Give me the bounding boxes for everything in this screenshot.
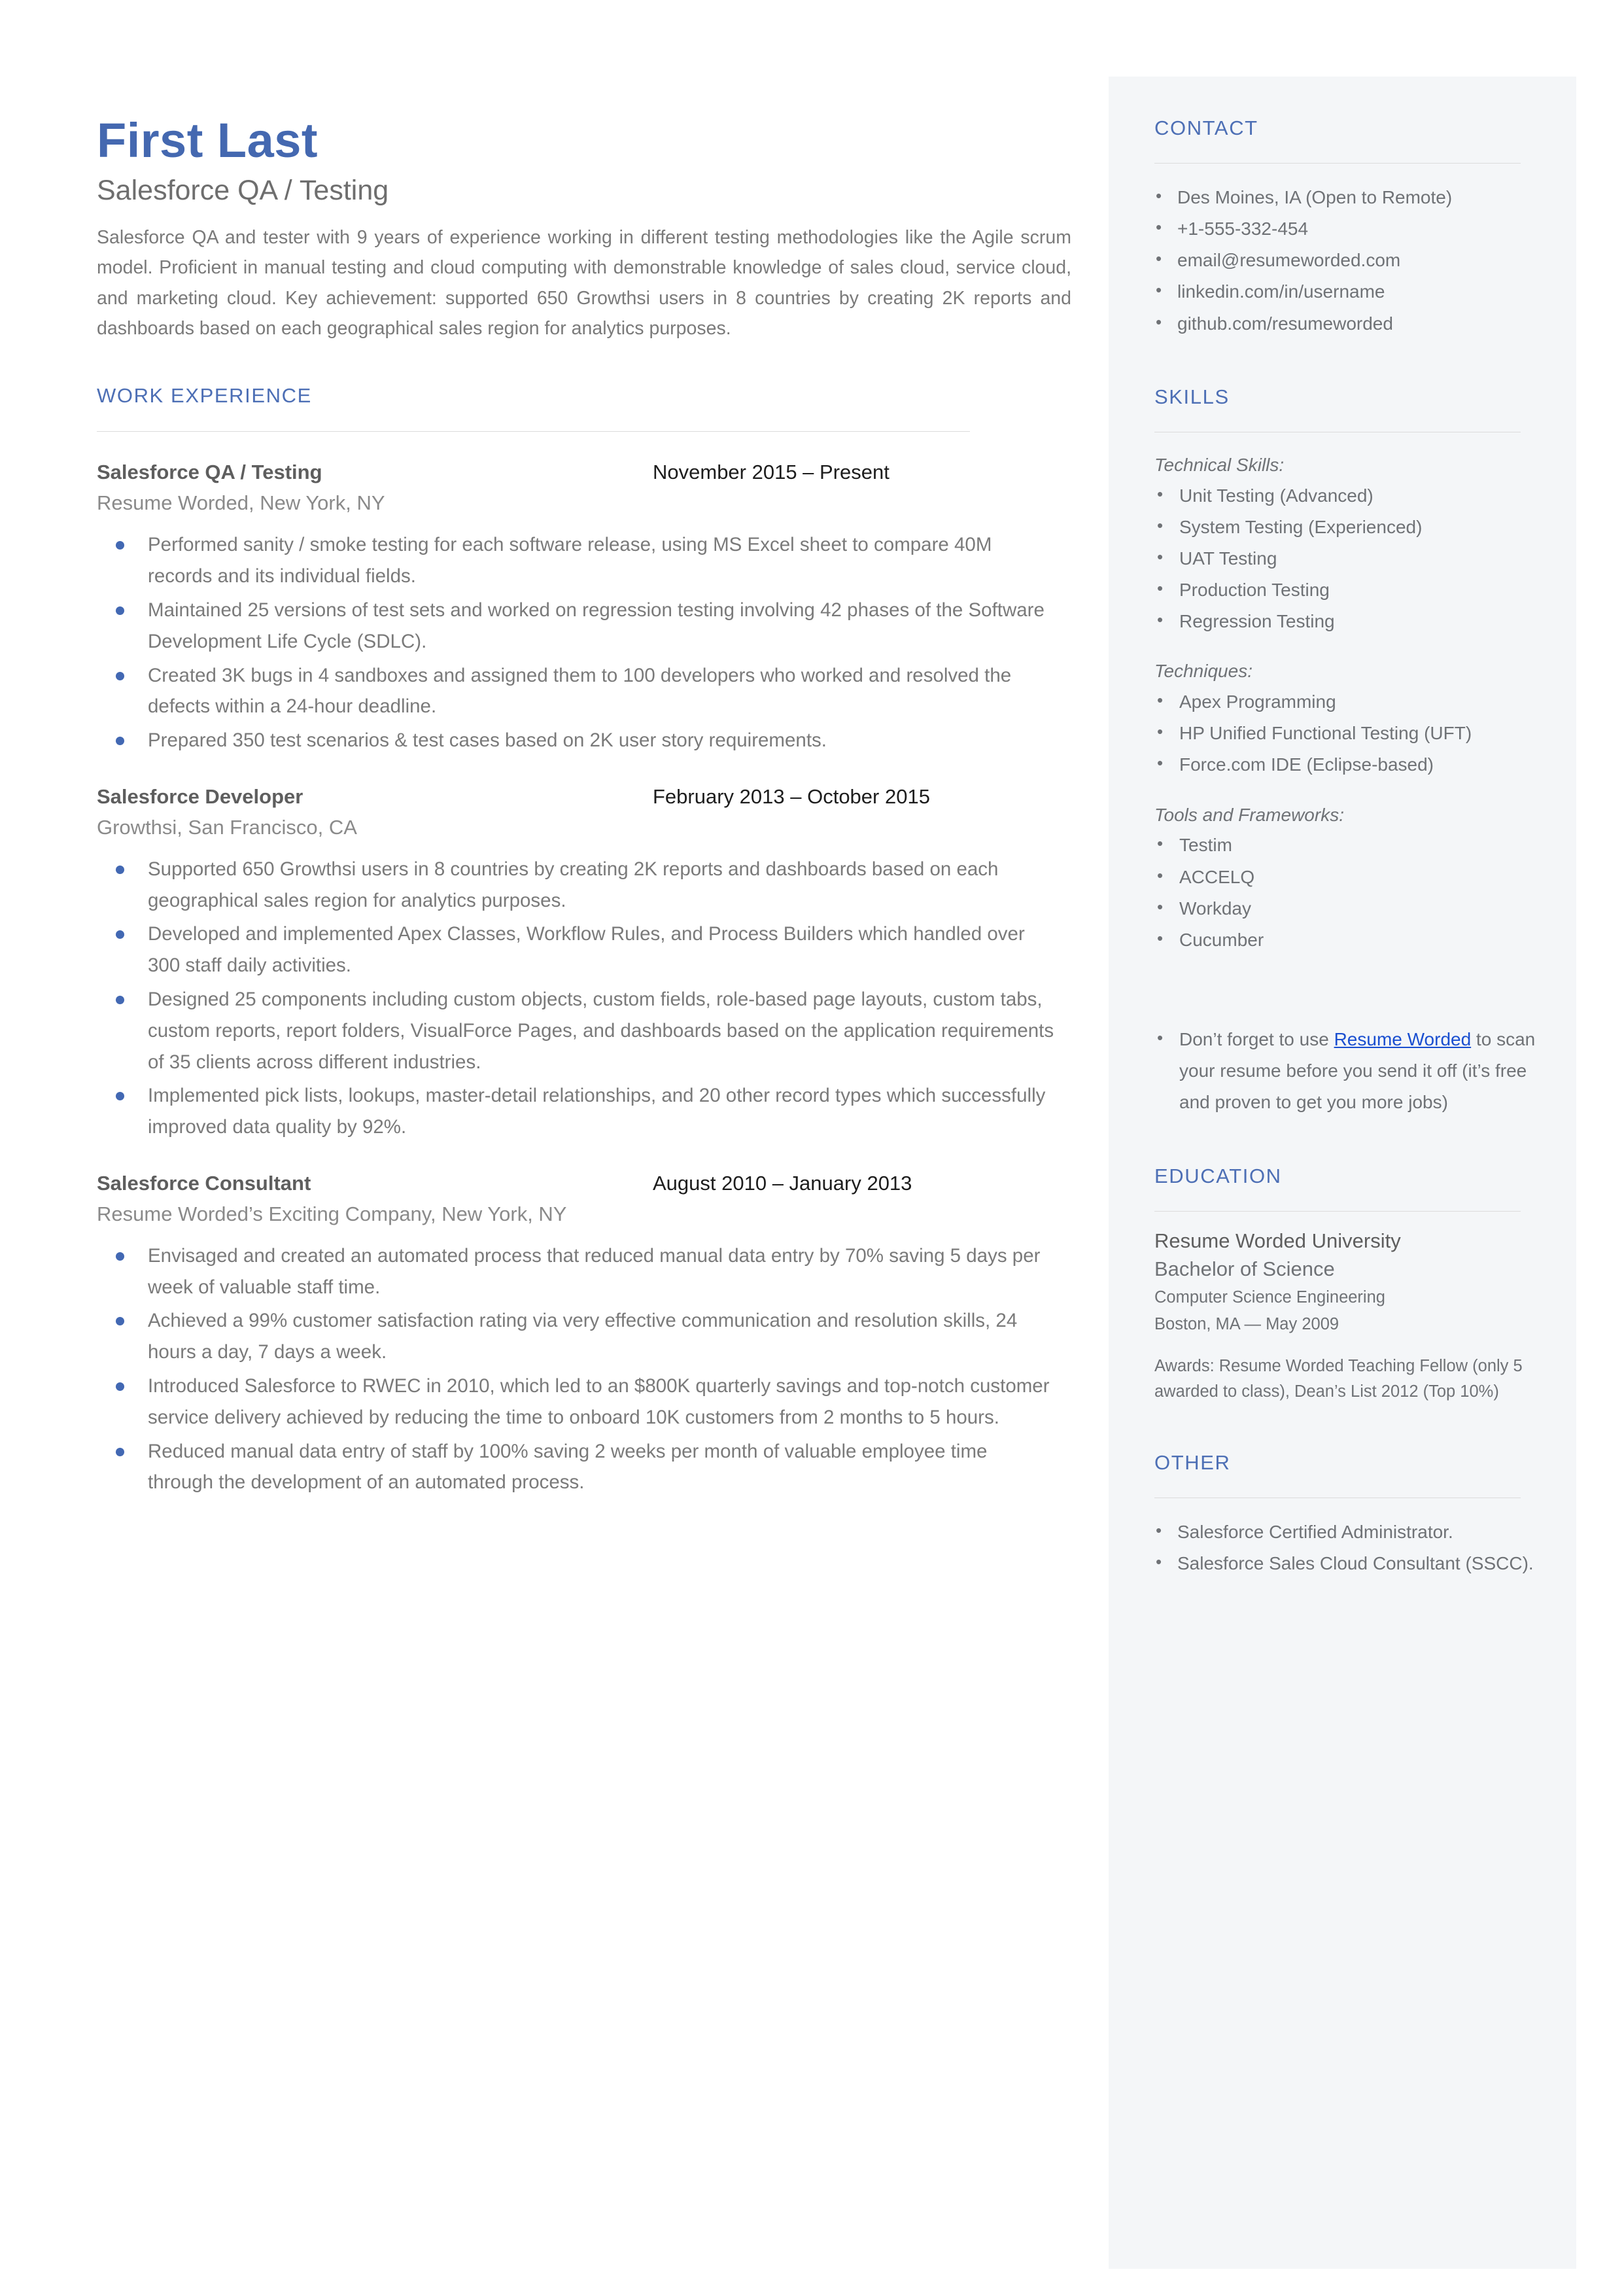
section-education-title: EDUCATION: [1154, 1164, 1282, 1187]
section-other-title: OTHER: [1154, 1450, 1231, 1474]
job-bullet: Developed and implemented Apex Classes, Workflow Rules, and Process Builders which handled over 300 staff daily activities.: [97, 919, 1057, 981]
summary-paragraph: Salesforce QA and tester with 9 years of experience working in different testing methodologies like the Agile scrum model. Proficient in manual testing and cloud computing with demonstrable knowledge of sales cloud, service cloud, and marketing cloud. Key achievement: supported 650 Growthsi users in 8 countries by creating 2K reports and dashboards based on each geographical sales region for analytics purposes.: [97, 226, 1071, 339]
section-skills-title: SKILLS: [1154, 385, 1230, 408]
job-bullet: Designed 25 components including custom objects, custom fields, role-based page layouts, custom tabs, custom reports, report folders, VisualForce Pages, and dashboards based on the application requirements of 35 clients across different industries.: [97, 984, 1057, 1077]
job-company: Resume Worded, New York, NY: [97, 491, 385, 515]
other-item: • Salesforce Certified Administrator.: [1154, 1516, 1537, 1548]
skill-list: [1154, 686, 1537, 780]
job-bullet: Maintained 25 versions of test sets and worked on regression testing involving 42 phases of the Software Development Life Cycle (SDLC).: [97, 595, 1057, 657]
education-location-date: Boston, MA — May 2009: [1154, 1314, 1339, 1333]
skill-list: [1154, 480, 1537, 638]
resume-worded-link[interactable]: Resume Worded: [1334, 1029, 1472, 1050]
work-experience-list: [97, 461, 1071, 1498]
education-divider: [1154, 1211, 1521, 1212]
job-company: Resume Worded’s Exciting Company, New York, NY: [97, 1202, 567, 1225]
contact-item[interactable]: • email@resumeworded.com: [1154, 245, 1537, 276]
skill-item: • Cucumber: [1154, 924, 1537, 956]
skill-group-label: Tools and Frameworks:: [1154, 804, 1344, 825]
promo-text-after: to scan your resume before you send it off (it’s free and proven to get you more jobs): [1179, 1029, 1536, 1113]
contact-divider: [1154, 163, 1521, 164]
promo-text-before: Don’t forget to use: [1179, 1029, 1334, 1050]
other-item: • Salesforce Sales Cloud Consultant (SSCC).: [1154, 1548, 1537, 1579]
contact-item[interactable]: • Des Moines, IA (Open to Remote): [1154, 182, 1537, 213]
skill-item: • System Testing (Experienced): [1154, 512, 1537, 543]
job-header-row: [97, 461, 1071, 484]
education-field: Computer Science Engineering: [1154, 1288, 1385, 1306]
skill-item: • Workday: [1154, 893, 1537, 924]
resume-worded-promo: [1154, 1024, 1537, 1118]
job-bullet-list: [97, 854, 1071, 1143]
contact-item[interactable]: • +1-555-332-454: [1154, 213, 1537, 245]
work-experience-entry: [97, 1172, 1071, 1498]
job-bullet: Prepared 350 test scenarios & test cases based on 2K user story requirements.: [97, 725, 1057, 756]
job-dates: November 2015 – Present: [653, 461, 890, 484]
job-bullet-list: [97, 529, 1071, 756]
education-awards: Awards: Resume Worded Teaching Fellow (only 5 awarded to class), Dean’s List 2012 (Top 10%): [1154, 1356, 1523, 1401]
job-bullet-list: [97, 1240, 1071, 1498]
education-school: Resume Worded University: [1154, 1229, 1401, 1252]
job-dates: August 2010 – January 2013: [653, 1171, 912, 1195]
job-bullet: Envisaged and created an automated process that reduced manual data entry by 70% saving 5 days per week of valuable staff time.: [97, 1240, 1057, 1303]
skill-list: [1154, 830, 1537, 956]
job-bullet: Supported 650 Growthsi users in 8 countries by creating 2K reports and dashboards based on each geographical sales region for analytics purposes.: [97, 854, 1057, 917]
job-role: Salesforce Consultant: [97, 1171, 311, 1195]
job-role: Salesforce Developer: [97, 784, 303, 808]
section-divider: [97, 431, 970, 432]
page-title: First Last: [97, 113, 319, 167]
headline: Salesforce QA / Testing: [97, 175, 389, 206]
job-bullet: Created 3K bugs in 4 sandboxes and assigned them to 100 developers who worked and resolved the defects within a 24-hour deadline.: [97, 660, 1057, 723]
sidebar-column: [1154, 116, 1537, 1579]
job-dates: February 2013 – October 2015: [653, 784, 930, 808]
other-list: [1154, 1516, 1537, 1579]
job-bullet: Performed sanity / smoke testing for each software release, using MS Excel sheet to compare 40M records and its individual fields.: [97, 529, 1057, 592]
contact-item[interactable]: • github.com/resumeworded: [1154, 308, 1537, 340]
contact-item[interactable]: • linkedin.com/in/username: [1154, 276, 1537, 307]
job-header-row: [97, 785, 1071, 809]
skill-item: • Force.com IDE (Eclipse-based): [1154, 749, 1537, 780]
education-degree: Bachelor of Science: [1154, 1257, 1335, 1281]
work-experience-entry: [97, 785, 1071, 1143]
job-bullet: Introduced Salesforce to RWEC in 2010, which led to an $800K quarterly savings and top-notch customer service delivery achieved by reducing the time to onboard 10K customers from 2 months to 5 hours.: [97, 1371, 1057, 1433]
job-bullet: Implemented pick lists, lookups, master-detail relationships, and 20 other record types which successfully improved data quality by 92%.: [97, 1080, 1057, 1143]
section-contact-title: CONTACT: [1154, 116, 1258, 139]
job-role: Salesforce QA / Testing: [97, 461, 322, 484]
skill-group-label: Technical Skills:: [1154, 454, 1285, 475]
section-work-experience-title: WORK EXPERIENCE: [97, 384, 312, 408]
skill-item: • Unit Testing (Advanced): [1154, 480, 1537, 512]
skills-groups: [1154, 451, 1537, 956]
job-company: Growthsi, San Francisco, CA: [97, 815, 357, 839]
skill-item: • Apex Programming: [1154, 686, 1537, 718]
skill-item: • Testim: [1154, 830, 1537, 861]
job-header-row: [97, 1172, 1071, 1195]
work-experience-entry: [97, 461, 1071, 756]
skill-item: • ACCELQ: [1154, 862, 1537, 893]
main-column: [97, 113, 1071, 1501]
job-bullet: Achieved a 99% customer satisfaction rating via very effective communication and resolution skills, 24 hours a day, 7 days a week.: [97, 1305, 1057, 1368]
job-bullet: Reduced manual data entry of staff by 100% saving 2 weeks per month of valuable employee time through the development of an automated process.: [97, 1436, 1057, 1499]
contact-list: [1154, 182, 1537, 340]
skill-group-label: Techniques:: [1154, 661, 1253, 682]
skill-item: • UAT Testing: [1154, 543, 1537, 574]
skill-item: • HP Unified Functional Testing (UFT): [1154, 718, 1537, 749]
skill-item: • Regression Testing: [1154, 606, 1537, 637]
skill-item: • Production Testing: [1154, 574, 1537, 606]
